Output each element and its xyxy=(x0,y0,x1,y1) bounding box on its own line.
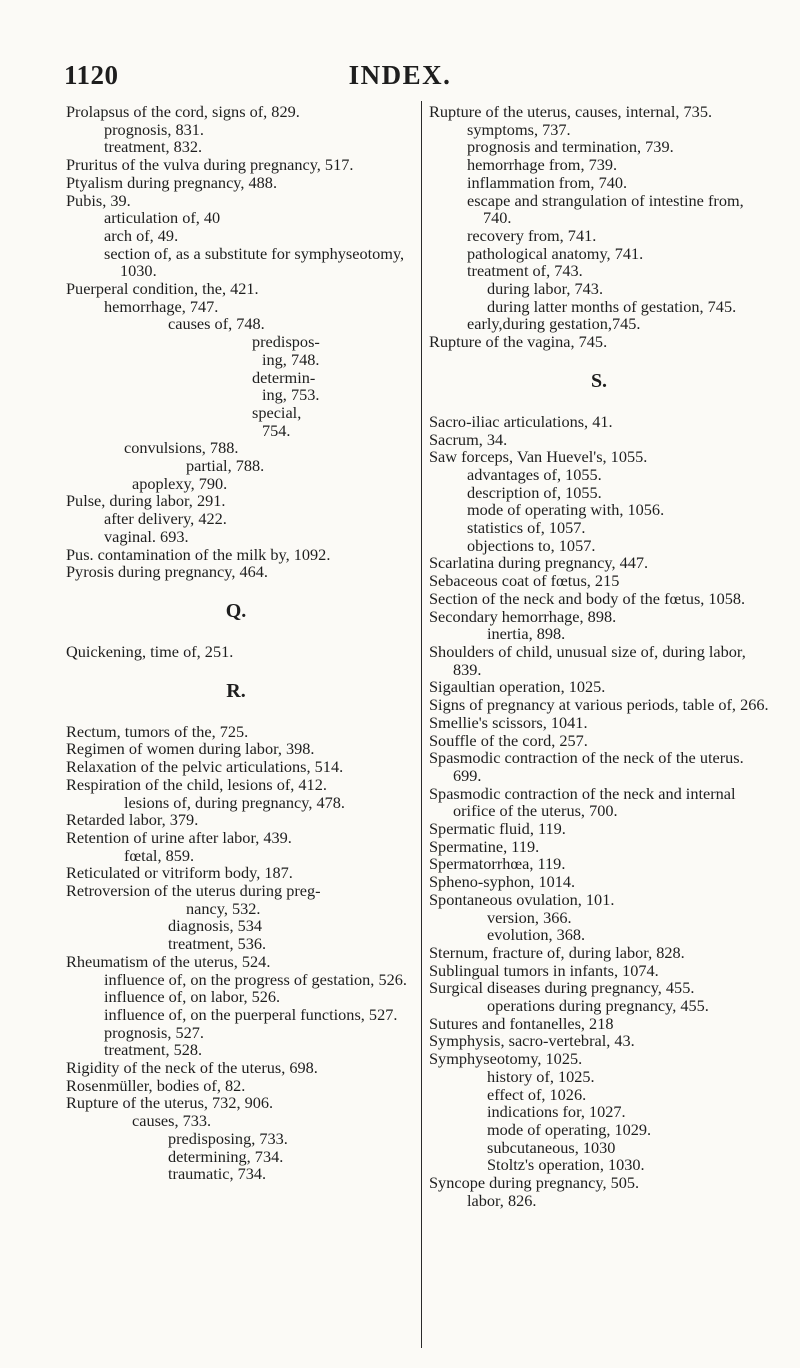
index-entry: Spermatine, 119. xyxy=(429,836,540,856)
page-title: INDEX. xyxy=(348,60,452,90)
index-entry: Spasmodic contraction of the neck and internal orifice of the uterus, 700. xyxy=(429,783,736,821)
index-entry: Rheumatism of the uterus, 524. xyxy=(66,951,271,971)
index-entry: Puerperal condition, the, 421. xyxy=(66,279,259,299)
index-subentry: nancy, 532. xyxy=(186,898,261,918)
index-subentry: after delivery, 422. xyxy=(104,509,227,529)
page-number: 1120 xyxy=(64,60,119,90)
index-column-right xyxy=(429,103,769,1209)
index-subentry: effect of, 1026. xyxy=(487,1084,587,1104)
index-subentry: lesions of, during pregnancy, 478. xyxy=(124,792,345,812)
index-subentry: partial, 788. xyxy=(186,456,265,476)
index-subentry: symptoms, 737. xyxy=(467,119,571,139)
index-subentry: causes, 733. xyxy=(132,1111,212,1131)
index-entry: Sacro-iliac articulations, 41. xyxy=(429,411,613,431)
index-subentry: traumatic, 734. xyxy=(168,1164,267,1184)
index-entry: Sternum, fracture of, during labor, 828. xyxy=(429,942,685,962)
index-subentry: prognosis, 527. xyxy=(104,1022,204,1042)
index-entry: Spermatic fluid, 119. xyxy=(429,819,566,839)
index-entry: Scarlatina during pregnancy, 447. xyxy=(429,553,649,573)
index-entry: Regimen of women during labor, 398. xyxy=(66,739,315,759)
index-subentry: subcutaneous, 1030 xyxy=(487,1137,616,1157)
index-entry: Retention of urine after labor, 439. xyxy=(66,827,292,847)
index-entry: Respiration of the child, lesions of, 412. xyxy=(66,774,327,794)
index-entry: Rupture of the uterus, causes, internal, 735. xyxy=(429,102,713,121)
index-entry: Relaxation of the pelvic articulations, 514. xyxy=(66,757,344,777)
index-subentry: treatment of, 743. xyxy=(467,261,583,281)
index-subentry: influence of, on labor, 526. xyxy=(104,987,281,1007)
index-subentry: prognosis and termination, 739. xyxy=(467,137,674,157)
index-entry: Pyrosis during pregnancy, 464. xyxy=(66,562,268,582)
index-subentry: description of, 1055. xyxy=(467,482,602,502)
index-subentry: during latter months of gestation, 745. xyxy=(487,296,737,316)
index-subentry: version, 366. xyxy=(487,907,572,927)
index-subentry: statistics of, 1057. xyxy=(467,518,586,538)
index-subentry: vaginal. 693. xyxy=(104,526,189,546)
index-subentry: diagnosis, 534 xyxy=(168,916,263,936)
index-subentry: hemorrhage from, 739. xyxy=(467,155,618,175)
index-entry: Sublingual tumors in infants, 1074. xyxy=(429,960,659,980)
index-subentry: advantages of, 1055. xyxy=(467,464,602,484)
index-subentry: during labor, 743. xyxy=(487,279,604,299)
index-subentry: inflammation from, 740. xyxy=(467,172,628,192)
section-letter: R. xyxy=(226,679,246,702)
index-entry: Pubis, 39. xyxy=(66,190,131,210)
column-divider xyxy=(421,101,422,1348)
index-subentry: causes of, 748. xyxy=(168,314,265,334)
index-subentry: operations during pregnancy, 455. xyxy=(487,996,709,1016)
index-subentry: objections to, 1057. xyxy=(467,535,596,555)
index-subentry: apoplexy, 790. xyxy=(132,473,228,493)
index-entry: Rupture of the uterus, 732, 906. xyxy=(66,1093,274,1113)
index-entry: Pulse, during labor, 291. xyxy=(66,491,226,511)
index-entry: Sutures and fontanelles, 218 xyxy=(429,1013,614,1033)
index-column-left xyxy=(66,103,411,1183)
index-entry: Shoulders of child, unusual size of, during labor, 839. xyxy=(429,641,746,679)
index-subentry: history of, 1025. xyxy=(487,1066,595,1086)
index-subentry: evolution, 368. xyxy=(487,925,586,945)
index-subentry: 754. xyxy=(262,420,291,440)
index-subentry: pathological anatomy, 741. xyxy=(467,243,644,263)
index-subentry: mode of operating with, 1056. xyxy=(467,500,665,520)
index-entry: Smellie's scissors, 1041. xyxy=(429,712,588,732)
index-entry: Symphysis, sacro-vertebral, 43. xyxy=(429,1031,635,1051)
index-entry: Sigaultian operation, 1025. xyxy=(429,677,606,697)
index-entry: Quickening, time of, 251. xyxy=(66,641,234,661)
index-entry: Surgical diseases during pregnancy, 455. xyxy=(429,978,695,998)
index-subentry: Stoltz's operation, 1030. xyxy=(487,1155,645,1175)
page-header xyxy=(0,60,800,90)
index-subentry: determining, 734. xyxy=(168,1146,284,1166)
index-subentry: hemorrhage, 747. xyxy=(104,296,219,316)
index-entry: Rupture of the vagina, 745. xyxy=(429,332,608,352)
index-subentry: predisposing, 733. xyxy=(168,1128,288,1148)
index-entry: Reticulated or vitriform body, 187. xyxy=(66,863,293,883)
index-entry: Souffle of the cord, 257. xyxy=(429,730,588,750)
index-subentry: labor, 826. xyxy=(467,1190,537,1210)
index-entry: Signs of pregnancy at various periods, table of, 266. xyxy=(429,695,769,715)
index-subentry: escape and strangulation of intestine from, 740. xyxy=(467,190,744,228)
index-entry: Section of the neck and body of the fœtus, 1058. xyxy=(429,588,746,608)
section-letter: Q. xyxy=(225,599,247,622)
index-subentry: treatment, 528. xyxy=(104,1040,203,1060)
index-entry: Secondary hemorrhage, 898. xyxy=(429,606,617,626)
index-entry: Prolapsus of the cord, signs of, 829. xyxy=(66,102,300,121)
index-subentry: treatment, 536. xyxy=(168,934,267,954)
index-entry: Sebaceous coat of fœtus, 215 xyxy=(429,571,620,591)
index-entry: Rectum, tumors of the, 725. xyxy=(66,721,249,741)
index-subentry: articulation of, 40 xyxy=(104,208,221,228)
index-subentry: convulsions, 788. xyxy=(124,438,239,458)
index-subentry: mode of operating, 1029. xyxy=(487,1119,652,1139)
index-subentry: section of, as a substitute for symphyseotomy, 1030. xyxy=(104,243,405,281)
index-entry: Symphyseotomy, 1025. xyxy=(429,1049,583,1069)
index-subentry: treatment, 832. xyxy=(104,137,203,157)
index-entry: Sacrum, 34. xyxy=(429,429,508,449)
index-entry: Retarded labor, 379. xyxy=(66,810,199,830)
index-subentry: ing, 753. xyxy=(262,385,320,405)
index-subentry: fœtal, 859. xyxy=(124,845,195,865)
index-entry: Pruritus of the vulva during pregnancy, 517. xyxy=(66,155,354,175)
index-subentry: predispos- xyxy=(252,332,320,352)
index-subentry: ing, 748. xyxy=(262,349,320,369)
index-entry: Ptyalism during pregnancy, 488. xyxy=(66,172,278,192)
index-entry: Syncope during pregnancy, 505. xyxy=(429,1173,640,1193)
index-entry: Pus. contamination of the milk by, 1092. xyxy=(66,544,331,564)
index-subentry: early,during gestation,745. xyxy=(467,314,641,334)
index-entry: Spermatorrhœa, 119. xyxy=(429,854,566,874)
index-entry: Spontaneous ovulation, 101. xyxy=(429,889,615,909)
index-entry: Saw forceps, Van Huevel's, 1055. xyxy=(429,447,648,467)
index-entry: Rosenmüller, bodies of, 82. xyxy=(66,1075,246,1095)
index-entry: Rigidity of the neck of the uterus, 698. xyxy=(66,1058,318,1078)
index-subentry: influence of, on the puerperal functions, 527. xyxy=(104,1004,398,1024)
index-subentry: prognosis, 831. xyxy=(104,119,204,139)
index-subentry: inertia, 898. xyxy=(487,624,566,644)
index-subentry: determin- xyxy=(252,367,316,387)
index-subentry: recovery from, 741. xyxy=(467,225,597,245)
index-entry: Spasmodic contraction of the neck of the uterus. 699. xyxy=(429,748,744,785)
section-letter: S. xyxy=(590,369,608,392)
index-subentry: arch of, 49. xyxy=(104,225,179,245)
index-entry: Retroversion of the uterus during preg- xyxy=(66,881,321,901)
index-subentry: special, xyxy=(252,402,302,422)
index-subentry: indications for, 1027. xyxy=(487,1102,626,1122)
index-subentry: influence of, on the progress of gestation, 526. xyxy=(104,969,407,989)
index-entry: Spheno-syphon, 1014. xyxy=(429,872,576,892)
